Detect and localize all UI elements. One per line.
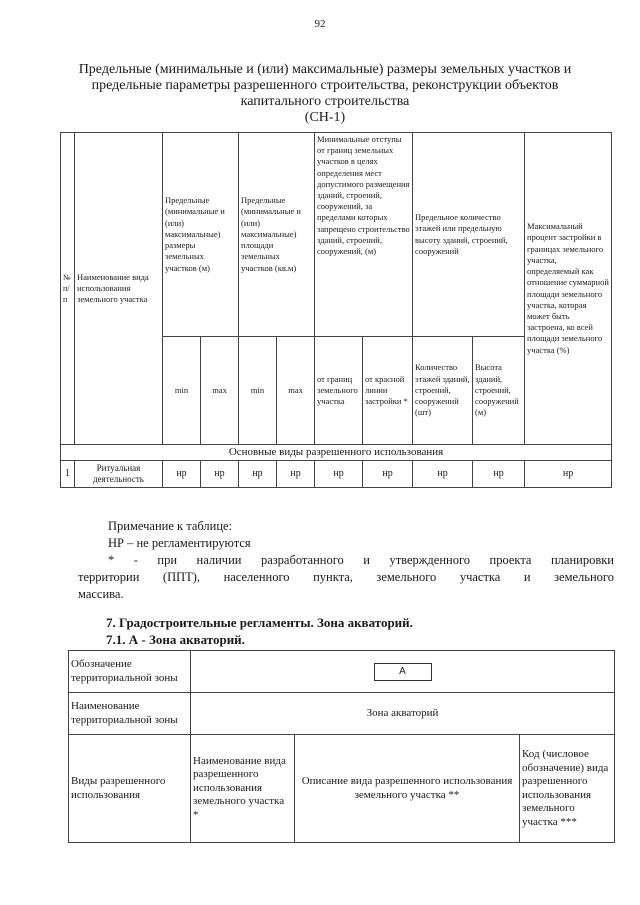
cell-size-min: нр (163, 461, 201, 488)
zone-name-value: Зона акваторий (191, 693, 615, 735)
uses-label: Виды разрешенного использования (69, 735, 191, 843)
zone-name-label: Наименование территориальной зоны (69, 693, 191, 735)
cell-use-name: Ритуальная деятельность (75, 461, 163, 488)
col-use-name: Наименование вида разрешенного использования земельного участка * (191, 735, 295, 843)
cell-coverage: нр (525, 461, 612, 488)
header-from-red-line: от красной линии застройки * (363, 337, 413, 445)
title-line: капитального строительства (240, 94, 410, 109)
cell-area-max: нр (277, 461, 315, 488)
header-area-min: min (239, 337, 277, 445)
document-title (60, 62, 590, 126)
subsection-heading: 7.1. А - Зона акваторий. (106, 632, 245, 647)
cell-height: нр (473, 461, 525, 488)
header-floor-count: Количество этажей зданий, строений, сооружений (шт) (413, 337, 473, 445)
section-heading: 7. Градостроительные регламенты. Зона акваторий. (106, 615, 413, 630)
cell-setback-boundary: нр (315, 461, 363, 488)
cell-size-max: нр (201, 461, 239, 488)
header-num: № п/п (61, 133, 75, 445)
zone-designation-label: Обозначение территориальной зоны (69, 651, 191, 693)
limits-table (60, 132, 612, 488)
zone-table (68, 650, 615, 843)
title-line: Предельные (минимальные и (или) максимальные) размеры земельных участков и (78, 62, 572, 77)
section-main-uses: Основные виды разрешенного использования (61, 445, 612, 461)
cell-floors: нр (413, 461, 473, 488)
title-line: предельные параметры разрешенного строительства, реконструкции объектов (91, 78, 559, 93)
header-size: Предельные (минимальные и (или) максимальные) размеры земельных участков (м) (163, 133, 239, 337)
notes-star-line: * - при наличии разработанного и утвержденного проекта планировки (108, 553, 614, 567)
notes-nr: НР – не регламентируются (108, 536, 251, 550)
table-notes (78, 518, 614, 603)
header-height: Высота зданий, строений, сооружений (м) (473, 337, 525, 445)
header-area-max: max (277, 337, 315, 445)
header-size-max: max (201, 337, 239, 445)
header-area: Предельные (минимальные и (или) максимальные) площади земельных участков (кв.м) (239, 133, 315, 337)
page-number: 92 (314, 18, 326, 30)
col-code: Код (числовое обозначение) вида разрешенного использования земельного участка *** (520, 735, 615, 843)
cell-area-min: нр (239, 461, 277, 488)
col-description: Описание вида разрешенного использования земельного участка ** (295, 735, 520, 843)
header-setbacks: Минимальные отступы от границ земельных участков в целях определения мест допустимого размещения зданий, строений, сооружений, за пределами которых запрещено строительство зданий, строений, сооружений, (м) (315, 133, 413, 337)
notes-star-line: массива. (78, 587, 124, 601)
header-from-boundary: от границ земельного участка (315, 337, 363, 445)
table-row (61, 461, 612, 488)
header-size-min: min (163, 337, 201, 445)
notes-star-line: территории (ППТ), населенного пункта, земельного участка и земельного (78, 570, 614, 584)
header-coverage: Максимальный процент застройки в границах земельного участка, определяемый как отношение суммарной площади земельного участка, которая может быть застроена, ко всей площади земельного участка (%) (525, 133, 612, 445)
header-use-name: Наименование вида использования земельного участка (75, 133, 163, 445)
title-line: (СН-1) (304, 110, 346, 125)
zone-code-box: А (374, 663, 432, 681)
notes-heading: Примечание к таблице: (108, 519, 233, 533)
header-floors-height: Предельное количество этажей или предельную высоту зданий, строений, сооружений (413, 133, 525, 337)
cell-setback-red-line: нр (363, 461, 413, 488)
cell-num: 1 (61, 461, 75, 488)
